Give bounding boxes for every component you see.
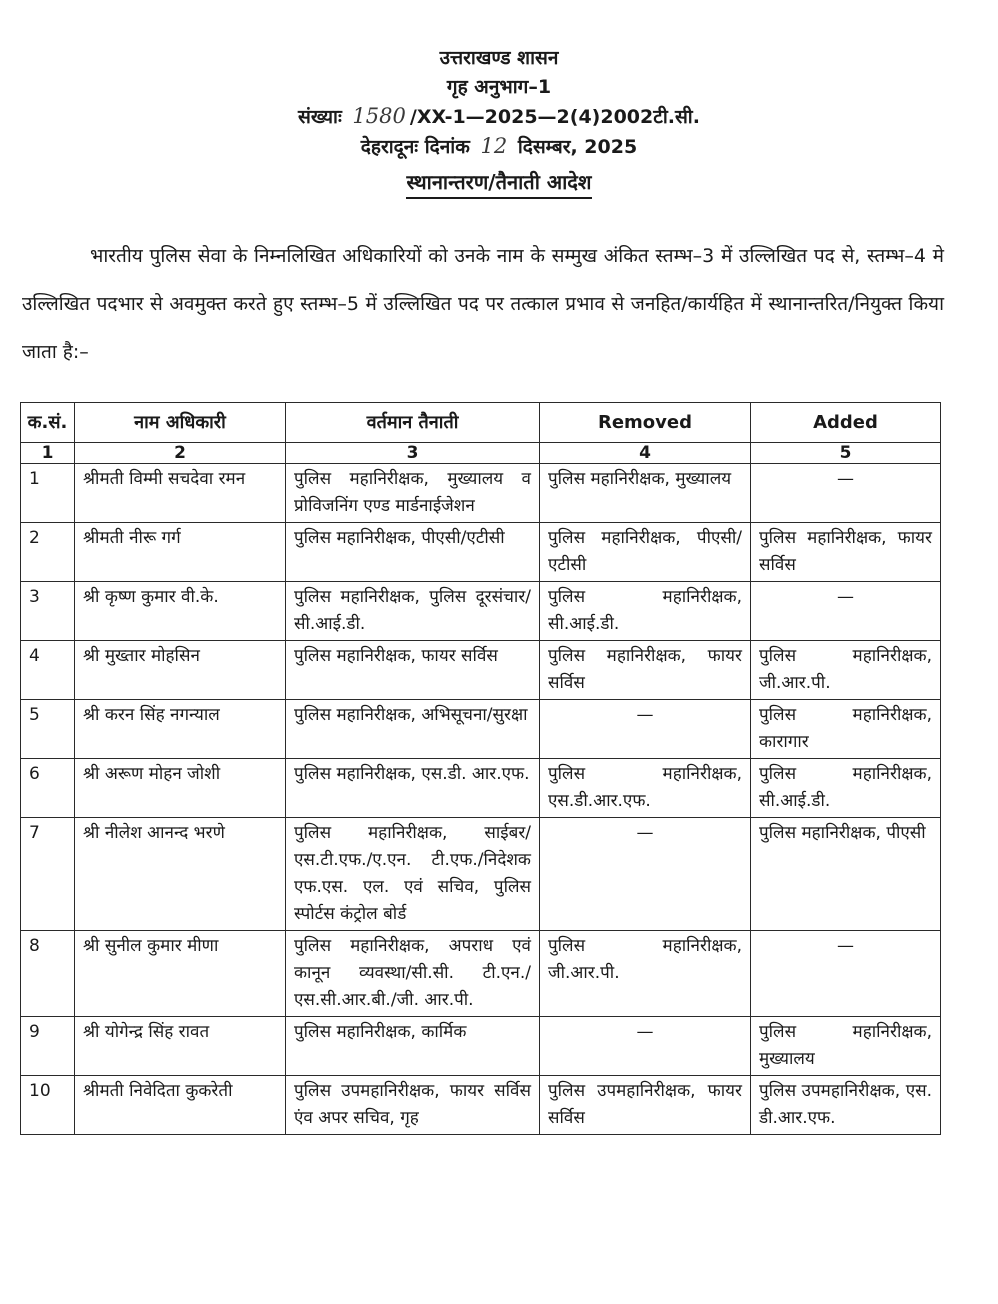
current-posting-cell: पुलिस उपमहानिरीक्षक, फायर सर्विस एंव अपर सचिव, गृह [286,1076,540,1135]
table-row [21,759,941,818]
header-officer-name: नाम अधिकारी [75,403,286,443]
serial-cell: 10 [21,1076,75,1135]
added-cell: — [751,582,941,641]
officer-name-cell: श्री मुख्तार मोहसिन [75,641,286,700]
order-number-label: संख्याः [298,106,342,128]
removed-cell: पुलिस महानिरीक्षक, मुख्यालय [540,464,751,523]
current-posting-cell: पुलिस महानिरीक्षक, अपराध एवं कानून व्यवस्था/सी.सी. टी.एन./एस.सी.आर.बी./जी. आर.पी. [286,931,540,1017]
current-posting-cell: पुलिस महानिरीक्षक, फायर सर्विस [286,641,540,700]
column-number: 5 [751,443,941,464]
removed-cell: पुलिस महानिरीक्षक, सी.आई.डी. [540,582,751,641]
added-cell: पुलिस महानिरीक्षक, जी.आर.पी. [751,641,941,700]
serial-cell: 6 [21,759,75,818]
added-cell: पुलिस महानिरीक्षक, फायर सर्विस [751,523,941,582]
place-date [0,132,998,162]
added-cell: पुलिस महानिरीक्षक, पीएसी [751,818,941,931]
header-removed: Removed [540,403,751,443]
added-cell: पुलिस महानिरीक्षक, मुख्यालय [751,1017,941,1076]
order-title: स्थानान्तरण/तैनाती आदेश [406,168,591,199]
column-number: 2 [75,443,286,464]
current-posting-cell: पुलिस महानिरीक्षक, पुलिस दूरसंचार/सी.आई.डी. [286,582,540,641]
table-row [21,700,941,759]
serial-cell: 8 [21,931,75,1017]
officer-name-cell: श्री कृष्ण कुमार वी.के. [75,582,286,641]
current-posting-cell: पुलिस महानिरीक्षक, पीएसी/एटीसी [286,523,540,582]
removed-cell: पुलिस उपमहानिरीक्षक, फायर सर्विस [540,1076,751,1135]
header-serial: क.सं. [21,403,75,443]
officer-name-cell: श्रीमती नीरू गर्ग [75,523,286,582]
table-row [21,464,941,523]
current-posting-cell: पुलिस महानिरीक्षक, मुख्यालय व प्रोविजनिंग एण्ड मार्डनाईजेशन [286,464,540,523]
officer-name-cell: श्रीमती निवेदिता कुकरेती [75,1076,286,1135]
transfer-table [20,402,941,1135]
officer-name-cell: श्री करन सिंह नगन्याल [75,700,286,759]
removed-cell: पुलिस महानिरीक्षक, पीएसी/एटीसी [540,523,751,582]
document-header [0,44,998,199]
current-posting-cell: पुलिस महानिरीक्षक, अभिसूचना/सुरक्षा [286,700,540,759]
serial-cell: 9 [21,1017,75,1076]
officer-name-cell: श्रीमती विम्मी सचदेवा रमन [75,464,286,523]
date-suffix: दिसम्बर, 2025 [517,136,638,158]
current-posting-cell: पुलिस महानिरीक्षक, एस.डी. आर.एफ. [286,759,540,818]
table-row [21,523,941,582]
added-cell: पुलिस उपमहानिरीक्षक, एस. डी.आर.एफ. [751,1076,941,1135]
current-posting-cell: पुलिस महानिरीक्षक, कार्मिक [286,1017,540,1076]
removed-cell: पुलिस महानिरीक्षक, एस.डी.आर.एफ. [540,759,751,818]
serial-cell: 4 [21,641,75,700]
order-number-handwritten: 1580 [352,104,406,128]
date-day-handwritten: 12 [480,134,508,158]
added-cell: पुलिस महानिरीक्षक, कारागार [751,700,941,759]
table-row [21,931,941,1017]
place-date-prefix: देहरादूनः दिनांक [360,136,470,158]
officer-name-cell: श्री योगेन्द्र सिंह रावत [75,1017,286,1076]
serial-cell: 7 [21,818,75,931]
column-number: 4 [540,443,751,464]
removed-cell: पुलिस महानिरीक्षक, जी.आर.पी. [540,931,751,1017]
table-row [21,1076,941,1135]
officer-name-cell: श्री नीलेश आनन्द भरणे [75,818,286,931]
table-row [21,641,941,700]
removed-cell: पुलिस महानिरीक्षक, फायर सर्विस [540,641,751,700]
table-header-row [21,403,941,443]
table-row [21,1017,941,1076]
header-added: Added [751,403,941,443]
column-number: 1 [21,443,75,464]
officer-name-cell: श्री अरूण मोहन जोशी [75,759,286,818]
table-row [21,818,941,931]
serial-cell: 5 [21,700,75,759]
added-cell: पुलिस महानिरीक्षक, सी.आई.डी. [751,759,941,818]
column-number: 3 [286,443,540,464]
header-current-posting: वर्तमान तैनाती [286,403,540,443]
serial-cell: 2 [21,523,75,582]
added-cell: — [751,931,941,1017]
column-number-row [21,443,941,464]
intro-paragraph: भारतीय पुलिस सेवा के निम्नलिखित अधिकारियों को उनके नाम के सम्मुख अंकित स्तम्भ–3 में उल्लिखित पद से, स्तम्भ–4 मे उल्लिखित पदभार से अवमुक्त करते हुए स्तम्भ–5 में उल्लिखित पद पर तत्काल प्रभाव से जनहित/कार्यहित में स्थानान्तरित/नियुक्त किया जाता है:– [22,245,944,363]
government-title: उत्तराखण्ड शासन [439,47,559,69]
table-row [21,582,941,641]
officer-name-cell: श्री सुनील कुमार मीणा [75,931,286,1017]
current-posting-cell: पुलिस महानिरीक्षक, साईबर/एस.टी.एफ./ए.एन. टी.एफ./निदेशक एफ.एस. एल. एवं सचिव, पुलिस स्पोर्टस कंट्रोल बोर्ड [286,818,540,931]
serial-cell: 3 [21,582,75,641]
serial-cell: 1 [21,464,75,523]
department-section: गृह अनुभाग–1 [446,76,552,98]
added-cell: — [751,464,941,523]
removed-cell: — [540,700,751,759]
removed-cell: — [540,1017,751,1076]
removed-cell: — [540,818,751,931]
order-number [0,102,998,132]
order-number-rest: /XX-1—2025—2(4)2002टी.सी. [409,106,700,128]
